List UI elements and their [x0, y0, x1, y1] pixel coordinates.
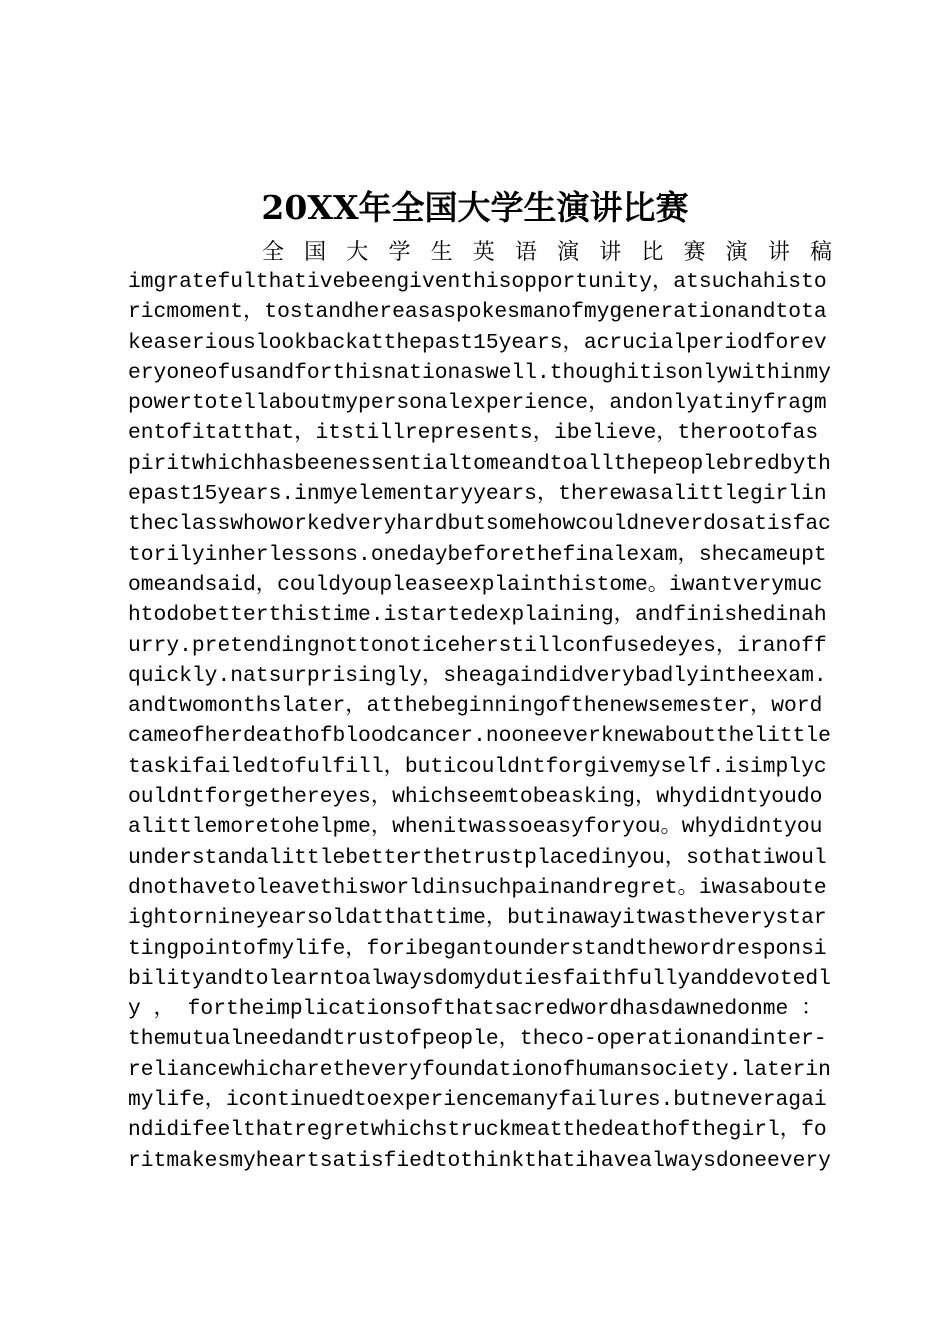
body-line: htodobetterthistime.istartedexplaining，andfinishedinah [128, 603, 827, 628]
body-line: reliancewhicharetheveryfoundationofhumansociety.laterin [128, 1057, 831, 1082]
body-line: ritmakesmyheartsatisfiedtothinkthatihavealwaysdoneevery [128, 1148, 831, 1173]
document-body [128, 267, 838, 1176]
body-line: understandalittlebetterthetrustplacedinyou，sothatiwoul [128, 845, 827, 870]
body-line: epast15years.inmyelementaryyears，therewasalittlegirlin [128, 482, 827, 507]
body-line: y ， fortheimplicationsofthatsacredwordhasdawnedonme ： [128, 997, 823, 1022]
body-line: quickly.natsurprisingly，sheagaindidverybadlyintheexam. [128, 663, 827, 688]
body-line: ouldntforgethereyes，whichseemtobeasking，whydidntyoudo [128, 785, 823, 810]
body-line: cameofherdeathofbloodcancer.nooneeverknewaboutthelittle [128, 724, 831, 749]
body-line: alittlemoretohelpme，whenitwassoeasyforyou。whydidntyou [128, 815, 823, 840]
body-line: dnothavetoleavethisworldinsuchpainandregret。iwasaboute [128, 875, 827, 900]
body-line: urry.pretendingnottonoticeherstillconfusedeyes，iranoff [128, 633, 827, 658]
body-line: imgratefulthativebeengiventhisopportunity，atsuchahisto [128, 270, 827, 294]
body-line: tingpointofmylife，foribegantounderstandthewordresponsi [128, 936, 827, 961]
body-line: ndidifeelthatregretwhichstruckmeatthedeathofthegirl，fo [128, 1118, 827, 1143]
body-line: andtwomonthslater，atthebeginningofthenewsemester，word [128, 694, 823, 719]
body-line: bilityandtolearntoalwaysdomydutiesfaithfullyanddevotedl [128, 966, 831, 991]
body-line: taskifailedtofulfill，buticouldntforgivemyself.isimplyc [128, 754, 827, 779]
document-title: 20XX年全国大学生演讲比赛 [261, 188, 689, 227]
body-line: eryoneofusandforthisnationaswell.thoughitisonlywithinmy [128, 360, 831, 385]
body-line: entofitatthat，itstillrepresents，ibelieve，therootofas [128, 421, 819, 446]
document-subtitle: 全 国 大 学 生 英 语 演 讲 比 赛 演 讲 稿 [262, 240, 832, 265]
body-line: torilyinherlessons.onedaybeforethefinalexam，shecameupt [128, 542, 827, 567]
body-line: mylife，icontinuedtoexperiencemanyfailures.butneveragai [128, 1088, 827, 1113]
body-line: keaseriouslookbackatthepast15years，acrucialperiodforev [128, 330, 827, 355]
body-line: ightornineyearsoldatthattime，butinawayitwastheverystar [128, 906, 827, 931]
body-line: omeandsaid，couldyoupleaseexplainthistome。iwantverymuc [128, 572, 823, 597]
body-line: themutualneedandtrustofpeople，theco-operationandinter- [128, 1027, 827, 1052]
body-line: piritwhichhasbeenessentialtomeandtoallthepeoplebredbyth [128, 451, 831, 476]
body-line: ricmoment，tostandhereasaspokesmanofmygenerationandtota [128, 300, 827, 325]
body-line: theclasswhoworkedveryhardbutsomehowcouldneverdosatisfac [128, 512, 831, 537]
body-line: powertotellaboutmypersonalexperience，andonlyatinyfragm [128, 391, 827, 416]
